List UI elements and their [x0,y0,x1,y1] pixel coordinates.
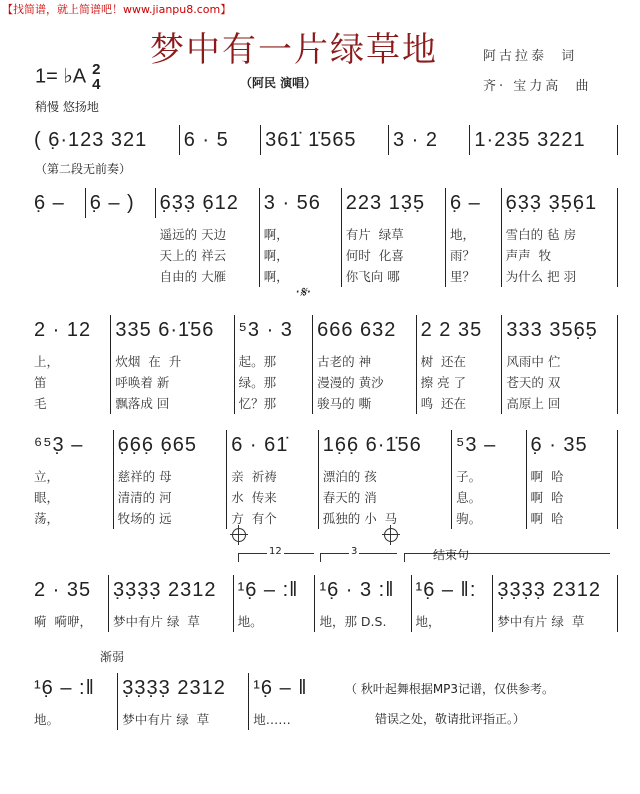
volta-label: 12 [269,546,282,557]
lyric-verse-3: 鸣 还在 [420,396,467,411]
lyric-verse-1: 有片 绿草 [345,227,404,242]
lyric-verse-1: 梦中有片 绿 草 [122,712,210,727]
measure [156,188,260,287]
lyric-verse-1: 亲 祈祷 [231,469,277,484]
measure-notes: ¹6̣ – :‖ [237,579,299,601]
lyric-verse-2: 眼， [34,490,60,505]
measure [313,315,416,414]
footnote-line2: 错误之处，敬请批评指正。） [375,712,526,726]
lyric-verse-1: 梦中有片 绿 草 [497,614,585,629]
measure [111,315,234,414]
measure [446,188,502,287]
measure-notes: 2 · 12 [34,319,92,341]
measure [30,125,180,155]
intro-note: （第二段无前奏） [35,162,132,176]
lyric-verse-2: 笛 [34,375,47,390]
lyric-verse-3: 骏马的 嘶 [317,396,372,411]
volta-label: 3 [351,546,358,557]
lyric-verse-1: 地。 [237,614,263,629]
measure [452,430,526,529]
measure-notes: ⁶⁵3̣ – [34,434,84,456]
lyric-verse-3: 高原上 回 [506,396,561,411]
measure-notes: ⁵3 · 3 [238,319,293,341]
footnote-line1: （ 秋叶起舞根据MP3记谱，仅供参考。 [345,682,555,696]
lyric-verse-2: 呼唤着 新 [115,375,170,390]
measure-notes: 6̣6̣6̣ 6̣65 [117,434,197,456]
lyric-verse-3: 荡， [34,511,60,526]
measure-notes: 2 · 35 [34,579,92,601]
lyric-verse-1: 啊 哈 [530,469,564,484]
lyric-verse-1: 子。 [456,469,482,484]
measure [30,315,111,414]
lyric-verse-2: 春天的 消 [322,490,377,505]
lyric-verse-1: 地。 [34,712,60,727]
watermark: 【找简谱，就上简谱吧！www.jianpu8.com】 [2,3,232,16]
measure [417,315,503,414]
time-top: 2 [92,61,101,78]
measure [30,188,86,218]
measure-notes: ( 6̣·123 321 [34,129,148,151]
lyric-verse-2: 水 传来 [231,490,277,505]
measure [315,575,411,632]
measure-notes: 1·235 3221 [474,129,586,151]
volta-3 [320,546,397,562]
lyric-verse-2: 息。 [456,490,482,505]
lyric-verse-2: 何时 化喜 [345,248,404,263]
measure-notes: 3 · 56 [263,192,321,214]
coda-icon [232,528,246,542]
diminuendo-marking: 渐弱 [100,650,125,664]
lyric-verse-3: 方 有个 [231,511,277,526]
lyric-verse-2: 声声 牧 [505,248,552,263]
measure [412,575,494,632]
measure-notes: 361̇ 1̇565 [265,129,357,151]
lyric-verse-3: 忆？那 [238,396,277,411]
lyric-verse-3: 驹。 [456,511,482,526]
key: 1= ♭A [35,65,87,88]
lyric-verse-1: 树 还在 [420,354,467,369]
lyric-verse-3: 飘落成 回 [115,396,170,411]
measure-notes: 2 2 35 [420,319,483,341]
lyricist: 阿古拉泰 词 [483,49,578,64]
lyric-verse-1: 梦中有片 绿 草 [112,614,200,629]
lyric-verse-2: 雨？ [449,248,475,263]
measure [30,575,109,632]
measure-notes: 3̣3̣3̣3̣ 2312 [112,579,217,601]
lyric-verse-1: 立， [34,469,60,484]
staff-line [30,315,618,414]
lyric-verse-1: 啊， [263,227,289,242]
measure-notes: ¹6̣ – :‖ [34,677,95,699]
lyric-verse-1: 古老的 神 [317,354,372,369]
lyric-verse-3: 牧场的 远 [117,511,172,526]
lyric-verse-3: 自由的 大雁 [159,269,227,284]
measure-notes: ⁵3 – [456,434,497,456]
measure-notes: ¹6̣ · 3 :‖ [319,579,395,601]
ending-label: 结束句 [433,548,470,562]
measure [527,430,618,529]
measure [502,188,618,287]
ending-bracket [404,548,610,562]
lyric-verse-3: 孤独的 小 马 [322,511,398,526]
measure [389,125,470,155]
measure [249,673,330,730]
measure-notes: 6 · 5 [183,129,229,151]
lyric-verse-2: 苍天的 双 [506,375,561,390]
time-bottom: 4 [92,76,101,93]
measure-notes: 3 · 2 [392,129,438,151]
measure-notes: 6̣3̣3̣ 3̣5̣6̣1 [505,192,598,214]
measure [342,188,446,287]
measure [118,673,249,730]
staff-line [30,125,618,155]
composer: 齐· 宝力高 曲 [483,79,592,94]
lyric-verse-3: 里？ [449,269,475,284]
measure [260,188,342,287]
measure-notes: 6̣ – [449,192,481,214]
staff-line [30,430,618,529]
measure [319,430,452,529]
measure [493,575,618,632]
lyric-verse-2: 绿。那 [238,375,277,390]
lyric-verse-3: 啊， [263,269,289,284]
lyric-verse-1: 遥远的 天边 [159,227,227,242]
measure-notes: 6̣3̣3̣ 6̣12 [159,192,239,214]
measure-notes: ¹6̣ – ‖: [415,579,477,601]
segno-sign: ·𝄋· [295,283,311,301]
key-signature [35,62,100,92]
performer: （阿民 演唱） [240,76,317,90]
measure [235,315,314,414]
measure [227,430,318,529]
measure-notes: 6̣ – [34,192,65,214]
lyric-verse-3: 毛 [34,396,47,411]
lyric-verse-2: 漫漫的 黄沙 [317,375,384,390]
coda-icon [384,528,398,542]
lyric-verse-1: 慈祥的 母 [117,469,172,484]
measure [234,575,316,632]
measure-notes: 6̣ · 35 [530,434,588,456]
measure-notes: 3̣3̣3̣3̣ 2312 [497,579,601,601]
measure [30,430,114,529]
lyric-verse-3: 为什么 把 羽 [505,269,577,284]
lyric-verse-3: 啊 哈 [530,511,564,526]
staff-line [30,575,618,632]
measure [261,125,389,155]
lyric-verse-1: 地， [415,614,441,629]
time-signature [92,62,100,92]
lyric-verse-2: 擦 亮 了 [420,375,467,390]
lyric-verse-1: 漂泊的 孩 [322,469,377,484]
lyric-verse-2: 啊， [263,248,289,263]
measure-notes: 16̣6̣ 6·1̇56 [322,434,422,456]
lyric-verse-1: 起。那 [238,354,277,369]
tempo-marking: 稍慢 悠扬地 [35,100,99,114]
measure [502,315,618,414]
lyric-verse-2: 清清的 河 [117,490,172,505]
lyric-verse-1: 风雨中 伫 [506,354,561,369]
measure [180,125,261,155]
lyric-verse-1: 上， [34,354,60,369]
staff-line [30,673,330,730]
lyric-verse-2: 天上的 祥云 [159,248,227,263]
lyric-verse-2: 啊 哈 [530,490,564,505]
measure [86,188,156,218]
lyric-verse-1: 嗬 嗬咿， [34,614,92,629]
volta-1-2 [238,546,314,562]
measure-notes: ¹6̣ – ‖ [253,677,308,699]
measure [109,575,234,632]
staff-line [30,188,618,287]
song-title: 梦中有一片绿草地 [150,30,438,70]
measure-notes: 333 356̣5̣ [506,319,598,341]
lyric-verse-1: 炊烟 在 升 [115,354,182,369]
lyric-verse-1: 地，那 D.S. [319,614,387,629]
measure [30,673,118,730]
measure-notes: 6 · 61̇ [231,434,289,456]
measure-notes: 335 6·1̇56 [115,319,215,341]
measure-notes: 223 13̣5̣ [345,192,426,214]
measure-notes: 6̣ – ) [89,192,135,214]
lyric-verse-1: 地， [449,227,475,242]
measure-notes: 666 632 [317,319,397,341]
measure [470,125,618,155]
measure [114,430,228,529]
lyric-verse-1: 地…… [253,712,291,727]
lyric-verse-3: 你飞向 哪 [345,269,400,284]
lyric-verse-1: 雪白的 毡 房 [505,227,577,242]
measure-notes: 3̣3̣3̣3̣ 2312 [122,677,226,699]
